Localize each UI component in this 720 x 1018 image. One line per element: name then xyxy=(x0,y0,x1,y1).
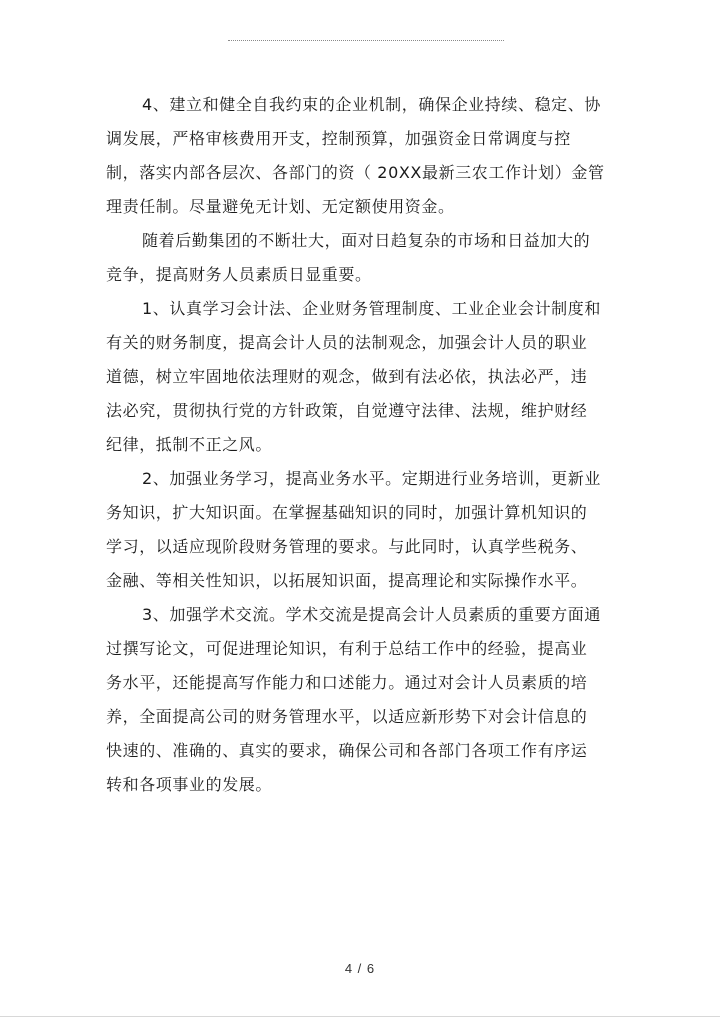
paragraph-item-3 xyxy=(106,598,602,802)
text-line: 3、加强学术交流。学术交流是提高会计人员素质的重要方面通 xyxy=(142,605,601,624)
paragraph-item-4 xyxy=(106,88,605,224)
text-line: 理责任制。尽量避免无计划、无定额使用资金。 xyxy=(106,197,455,216)
text-line: 养，全面提高公司的财务管理水平，以适应新形势下对会计信息的 xyxy=(106,707,588,726)
paragraph-item-2 xyxy=(106,462,602,598)
text-line: 法必究，贯彻执行党的方针政策，自觉遵守法律、法规，维护财经 xyxy=(106,401,588,420)
text-line: 纪律，抵制不正之风。 xyxy=(106,435,273,454)
text-line: 金融、等相关性知识，以拓展知识面，提高理论和实际操作水平。 xyxy=(106,571,588,590)
text-line: 2、加强业务学习，提高业务水平。定期进行业务培训，更新业 xyxy=(142,469,601,488)
text-line: 快速的、准确的、真实的要求，确保公司和各部门各项工作有序运 xyxy=(106,741,588,760)
text-line: 过撰写论文，可促进理论知识，有利于总结工作中的经验，提高业 xyxy=(106,639,588,658)
text-line: 1、认真学习会计法、企业财务管理制度、工业企业会计制度和 xyxy=(142,299,601,318)
paragraph-intro xyxy=(106,224,602,292)
text-line: 4、建立和健全自我约束的企业机制，确保企业持续、稳定、协 xyxy=(142,95,601,114)
text-line: 转和各项事业的发展。 xyxy=(106,775,273,794)
text-line: 有关的财务制度，提高会计人员的法制观念，加强会计人员的职业 xyxy=(106,333,588,352)
text-line: 学习，以适应现阶段财务管理的要求。与此同时，认真学些税务、 xyxy=(106,537,588,556)
page-number: 4 / 6 xyxy=(344,961,376,976)
header-rule xyxy=(228,40,504,41)
text-line: 务水平，还能提高写作能力和口述能力。通过对会计人员素质的培 xyxy=(106,673,588,692)
text-line: 随着后勤集团的不断壮大，面对日趋复杂的市场和日益加大的 xyxy=(142,231,591,250)
text-line: 务知识，扩大知识面。在掌握基础知识的同时，加强计算机知识的 xyxy=(106,503,588,522)
text-line: 调发展，严格审核费用开支，控制预算，加强资金日常调度与控 xyxy=(106,129,571,148)
text-line: 竞争，提高财务人员素质日显重要。 xyxy=(106,265,372,284)
text-line: 道德，树立牢固地依法理财的观念，做到有法必依，执法必严，违 xyxy=(106,367,588,386)
text-line: 制，落实内部各层次、各部门的资（ 20XX最新三农工作计划）金管 xyxy=(106,163,605,182)
bottom-rule xyxy=(0,1016,720,1017)
paragraph-item-1 xyxy=(106,292,602,462)
body-text xyxy=(106,88,605,802)
